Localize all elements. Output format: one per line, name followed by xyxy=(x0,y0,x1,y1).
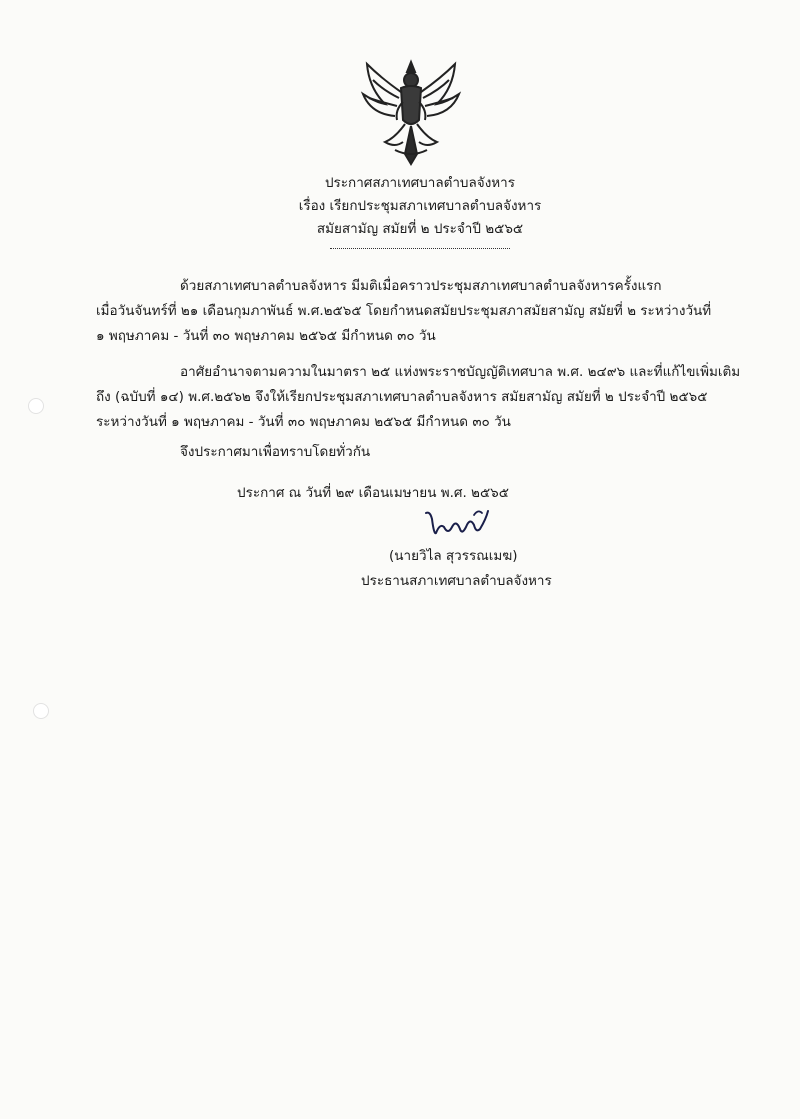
paragraph-closing xyxy=(96,440,750,465)
signer-title: ประธานสภาเทศบาลตำบลจังหาร xyxy=(361,573,552,589)
announcement-header xyxy=(0,172,800,241)
paragraph-resolution xyxy=(96,274,750,349)
paragraph-authority xyxy=(96,360,750,435)
paragraph-line: จึงประกาศมาเพื่อทราบโดยทั่วกัน xyxy=(180,444,371,460)
announcement-date: ประกาศ ณ วันที่ ๒๙ เดือนเมษายน พ.ศ. ๒๕๖๕ xyxy=(237,485,509,501)
paragraph-line: ๑ พฤษภาคม - วันที่ ๓๐ พฤษภาคม ๒๕๖๕ มีกำหนด ๓๐ วัน xyxy=(96,328,436,344)
paragraph-line: ระหว่างวันที่ ๑ พฤษภาคม - วันที่ ๓๐ พฤษภาคม ๒๕๖๕ มีกำหนด ๓๐ วัน xyxy=(96,414,511,430)
header-session: สมัยสามัญ สมัยที่ ๒ ประจำปี ๒๕๖๕ xyxy=(316,221,524,237)
paragraph-line: ถึง (ฉบับที่ ๑๔) พ.ศ.๒๕๖๒ จึงให้เรียกประชุมสภาเทศบาลตำบลจังหาร สมัยสามัญ สมัยที่ ๒ ประจำปี ๒๕๖๕ xyxy=(96,389,708,405)
header-subject: เรื่อง เรียกประชุมสภาเทศบาลตำบลจังหาร xyxy=(298,198,542,214)
garuda-emblem-icon xyxy=(355,58,467,168)
header-title: ประกาศสภาเทศบาลตำบลจังหาร xyxy=(324,175,516,191)
paragraph-line: อาศัยอำนาจตามความในมาตรา ๒๕ แห่งพระราชบัญญัติเทศบาล พ.ศ. ๒๔๙๖ และที่แก้ไขเพิ่มเติม xyxy=(180,364,741,380)
punch-hole xyxy=(33,703,49,719)
paragraph-line: ด้วยสภาเทศบาลตำบลจังหาร มีมติเมื่อคราวประชุมสภาเทศบาลตำบลจังหารครั้งแรก xyxy=(180,278,662,294)
signer-name: (นายวิไล สุวรรณเมฆ) xyxy=(389,548,518,564)
punch-hole xyxy=(28,398,44,414)
header-divider xyxy=(330,248,510,249)
paragraph-line: เมื่อวันจันทร์ที่ ๒๑ เดือนกุมภาพันธ์ พ.ศ.๒๕๖๕ โดยกำหนดสมัยประชุมสภาสมัยสามัญ สมัยที่ ๒ ระหว่างวันที่ xyxy=(96,303,712,319)
handwritten-signature xyxy=(420,505,500,541)
